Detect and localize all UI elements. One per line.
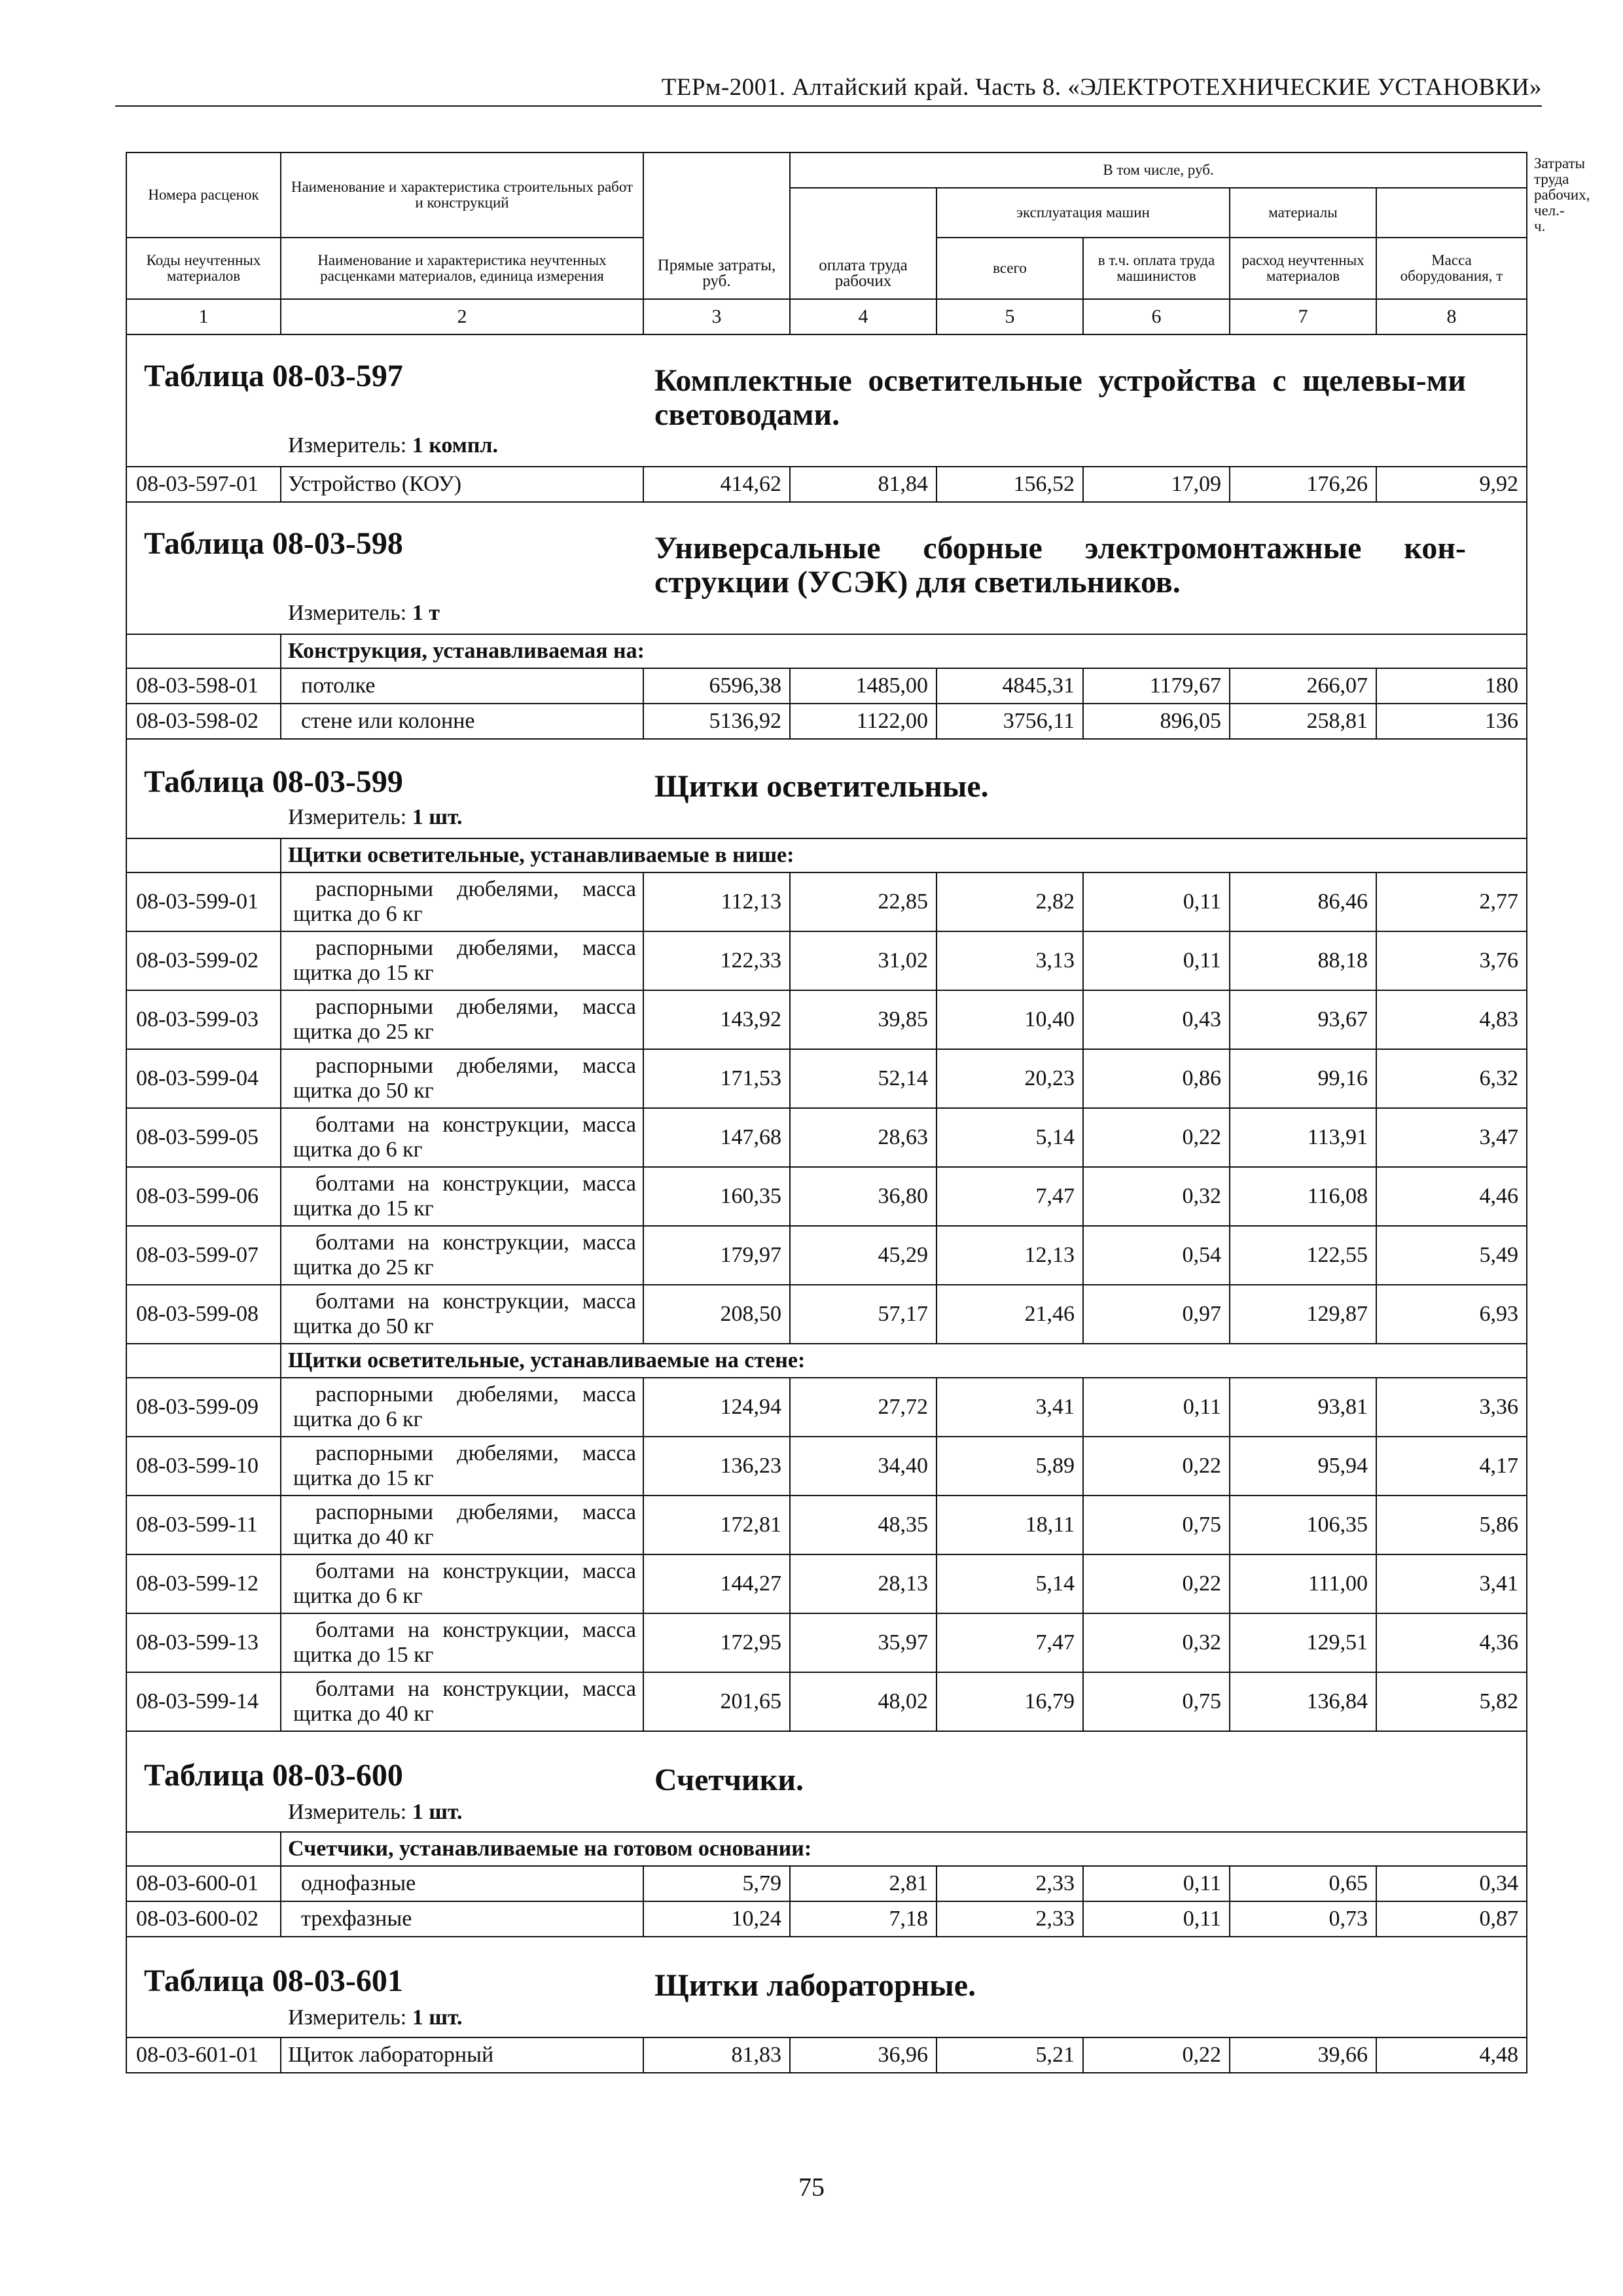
- value-labor: 2,81: [790, 1866, 936, 1901]
- column-numbers-row: [126, 299, 1527, 334]
- value-machinists: 0,54: [1083, 1226, 1230, 1285]
- row-code: 08-03-599-07: [126, 1226, 281, 1285]
- value-machinists: 0,22: [1083, 1437, 1230, 1496]
- value-machines: 20,23: [936, 1049, 1083, 1108]
- value-materials: 122,55: [1230, 1226, 1376, 1285]
- value-materials: 111,00: [1230, 1554, 1376, 1613]
- value-machinists: 0,75: [1083, 1496, 1230, 1554]
- row-name: [281, 1672, 643, 1731]
- value-direct: 144,27: [643, 1554, 790, 1613]
- value-machinists: 0,22: [1083, 2037, 1230, 2073]
- value-labor: 28,63: [790, 1108, 936, 1167]
- value-materials: 266,07: [1230, 668, 1376, 704]
- row-code: 08-03-599-09: [126, 1378, 281, 1437]
- subsection-row: [126, 838, 1527, 872]
- row-name-line1: болтами на конструкции, масса: [315, 1113, 636, 1137]
- value-machinists: 0,11: [1083, 931, 1230, 990]
- value-materials: 136,84: [1230, 1672, 1376, 1731]
- value-mass: 9,92: [1376, 467, 1527, 502]
- table-title-row: [126, 334, 1527, 467]
- value-direct: 6596,38: [643, 668, 790, 704]
- value-materials: 0,73: [1230, 1901, 1376, 1937]
- value-direct: 10,24: [643, 1901, 790, 1937]
- row-name: трехфазные: [281, 1901, 643, 1937]
- row-name-line1: распорными дюбелями, масса: [315, 995, 636, 1019]
- value-direct: 147,68: [643, 1108, 790, 1167]
- value-labor: 1122,00: [790, 704, 936, 739]
- table-row: [126, 872, 1527, 931]
- measure-label: Измеритель:: [288, 1800, 407, 1824]
- table-row: [126, 1437, 1527, 1496]
- value-machines: 4845,31: [936, 668, 1083, 704]
- value-machines: 7,47: [936, 1613, 1083, 1672]
- value-machines: 5,21: [936, 2037, 1083, 2073]
- row-code: 08-03-599-01: [126, 872, 281, 931]
- value-mass: 5,86: [1376, 1496, 1527, 1554]
- value-machinists: 0,43: [1083, 990, 1230, 1049]
- measure-unit: [288, 805, 463, 830]
- table-row: [126, 1672, 1527, 1731]
- col-total: всего: [936, 238, 1083, 299]
- value-materials: 39,66: [1230, 2037, 1376, 2073]
- value-direct: 5,79: [643, 1866, 790, 1901]
- value-machines: 2,33: [936, 1866, 1083, 1901]
- table-row: [126, 1613, 1527, 1672]
- page-number: 75: [798, 2172, 825, 2202]
- value-labor: 27,72: [790, 1378, 936, 1437]
- table-row: [126, 1496, 1527, 1554]
- row-name-line1: распорными дюбелями, масса: [315, 1054, 636, 1078]
- value-labor: 35,97: [790, 1613, 936, 1672]
- value-machinists: 0,86: [1083, 1049, 1230, 1108]
- row-name-line1: распорными дюбелями, масса: [315, 1441, 636, 1465]
- value-machines: 5,14: [936, 1554, 1083, 1613]
- col-name-bottom: Наименование и характеристика неучтенных расценками материалов, единица измерения: [281, 238, 643, 299]
- row-name: [281, 872, 643, 931]
- row-name-line2: щитка до 25 кг: [293, 1255, 434, 1280]
- value-machines: 7,47: [936, 1167, 1083, 1226]
- value-materials: 93,67: [1230, 990, 1376, 1049]
- row-name-line2: щитка до 6 кг: [293, 902, 423, 926]
- row-code: 08-03-599-08: [126, 1285, 281, 1344]
- value-machines: 3,13: [936, 931, 1083, 990]
- value-materials: 258,81: [1230, 704, 1376, 739]
- table-title-row: [126, 1731, 1527, 1832]
- row-name-line1: болтами на конструкции, масса: [315, 1677, 636, 1701]
- value-machines: 3,41: [936, 1378, 1083, 1437]
- row-name-line2: щитка до 6 кг: [293, 1138, 423, 1162]
- value-direct: 171,53: [643, 1049, 790, 1108]
- col-number: 1: [126, 299, 281, 334]
- row-name: Устройство (КОУ): [281, 467, 643, 502]
- value-direct: 143,92: [643, 990, 790, 1049]
- row-name: стене или колонне: [281, 704, 643, 739]
- col-materials: материалы: [1230, 188, 1376, 238]
- value-labor: 52,14: [790, 1049, 936, 1108]
- measure-value: 1 компл.: [412, 433, 499, 457]
- value-labor: 39,85: [790, 990, 936, 1049]
- running-header: ТЕРм-2001. Алтайский край. Часть 8. «ЭЛЕКТРОТЕХНИЧЕСКИЕ УСТАНОВКИ»: [115, 73, 1542, 107]
- table-row: [126, 990, 1527, 1049]
- value-mass: 4,83: [1376, 990, 1527, 1049]
- row-code: 08-03-598-02: [126, 704, 281, 739]
- table-label: Таблица 08-03-597: [144, 359, 403, 393]
- measure-label: Измеритель:: [288, 601, 407, 625]
- row-name: [281, 1226, 643, 1285]
- value-machinists: 17,09: [1083, 467, 1230, 502]
- subsection-title: Счетчики, устанавливаемые на готовом основании:: [281, 1832, 1527, 1866]
- value-labor: 7,18: [790, 1901, 936, 1937]
- table-title: Универсальные сборные электромонтажные кон-струкции (УСЭК) для светильников.: [654, 531, 1466, 600]
- row-name-line1: распорными дюбелями, масса: [315, 877, 636, 901]
- price-table-wrapper: [126, 152, 1590, 2073]
- row-name-line2: щитка до 50 кг: [293, 1079, 434, 1103]
- row-name-line2: щитка до 6 кг: [293, 1584, 423, 1608]
- value-machines: 2,33: [936, 1901, 1083, 1937]
- table-row: [126, 1378, 1527, 1437]
- value-direct: 136,23: [643, 1437, 790, 1496]
- value-machinists: 0,11: [1083, 872, 1230, 931]
- value-materials: 88,18: [1230, 931, 1376, 990]
- value-mass: 136: [1376, 704, 1527, 739]
- row-name: [281, 990, 643, 1049]
- col-incl: В том числе, руб.: [790, 152, 1527, 188]
- value-mass: 180: [1376, 668, 1527, 704]
- value-materials: 95,94: [1230, 1437, 1376, 1496]
- value-mass: 4,46: [1376, 1167, 1527, 1226]
- measure-unit: [288, 601, 440, 626]
- value-mass: 2,77: [1376, 872, 1527, 931]
- table-title-row: [126, 502, 1527, 634]
- table-row: [126, 1285, 1527, 1344]
- value-mass: 6,93: [1376, 1285, 1527, 1344]
- value-mass: 3,36: [1376, 1378, 1527, 1437]
- value-mass: 4,17: [1376, 1437, 1527, 1496]
- row-code: 08-03-599-14: [126, 1672, 281, 1731]
- col-number: 3: [643, 299, 790, 334]
- row-code: 08-03-600-01: [126, 1866, 281, 1901]
- row-name: [281, 1613, 643, 1672]
- table-row: [126, 668, 1527, 704]
- col-mass: Масса оборудования, т: [1376, 238, 1527, 299]
- col-machines: эксплуатация машин: [936, 188, 1230, 238]
- table-title: Счетчики.: [654, 1763, 804, 1797]
- row-code: 08-03-599-06: [126, 1167, 281, 1226]
- table-row: [126, 704, 1527, 739]
- row-code: 08-03-599-03: [126, 990, 281, 1049]
- row-name: однофазные: [281, 1866, 643, 1901]
- value-labor: 36,96: [790, 2037, 936, 2073]
- row-name-line2: щитка до 6 кг: [293, 1407, 423, 1431]
- value-machinists: 1179,67: [1083, 668, 1230, 704]
- row-name-line1: болтами на конструкции, масса: [315, 1230, 636, 1255]
- row-name-line1: болтами на конструкции, масса: [315, 1172, 636, 1196]
- value-direct: 122,33: [643, 931, 790, 990]
- row-name-line2: щитка до 15 кг: [293, 961, 434, 985]
- subsection-row: [126, 1344, 1527, 1378]
- value-direct: 179,97: [643, 1226, 790, 1285]
- row-name: [281, 1285, 643, 1344]
- row-code: 08-03-600-02: [126, 1901, 281, 1937]
- row-name-line2: щитка до 40 кг: [293, 1525, 434, 1549]
- subsection-row: [126, 1832, 1527, 1866]
- value-labor: 57,17: [790, 1285, 936, 1344]
- value-labor: 1485,00: [790, 668, 936, 704]
- col-number: 7: [1230, 299, 1376, 334]
- value-labor: 81,84: [790, 467, 936, 502]
- row-code: 08-03-599-11: [126, 1496, 281, 1554]
- measure-value: 1 т: [412, 601, 440, 625]
- col-codes-bottom: Коды неучтенных материалов: [126, 238, 281, 299]
- value-machinists: 0,22: [1083, 1108, 1230, 1167]
- col-number: 2: [281, 299, 643, 334]
- value-materials: 113,91: [1230, 1108, 1376, 1167]
- value-machines: 156,52: [936, 467, 1083, 502]
- value-machines: 10,40: [936, 990, 1083, 1049]
- row-code: 08-03-601-01: [126, 2037, 281, 2073]
- table-title: Комплектные осветительные устройства с щелевы-ми световодами.: [654, 363, 1466, 432]
- table-title: Щитки лабораторные.: [654, 1968, 976, 2003]
- value-materials: 86,46: [1230, 872, 1376, 931]
- value-labor: 48,02: [790, 1672, 936, 1731]
- table-row: [126, 1901, 1527, 1937]
- row-name: [281, 1108, 643, 1167]
- measure-label: Измеритель:: [288, 433, 407, 457]
- table-row: [126, 1226, 1527, 1285]
- value-direct: 112,13: [643, 872, 790, 931]
- value-labor: 48,35: [790, 1496, 936, 1554]
- row-code: 08-03-599-05: [126, 1108, 281, 1167]
- col-number: 4: [790, 299, 936, 334]
- subsection-title: Щитки осветительные, устанавливаемые в нише:: [281, 838, 1527, 872]
- value-mass: 4,48: [1376, 2037, 1527, 2073]
- col-unaccounted: расход неучтенных материалов: [1230, 238, 1376, 299]
- value-direct: 160,35: [643, 1167, 790, 1226]
- row-code: 08-03-599-13: [126, 1613, 281, 1672]
- subsection-row: [126, 634, 1527, 668]
- table-title-row: [126, 1937, 1527, 2037]
- value-machinists: 0,97: [1083, 1285, 1230, 1344]
- value-machinists: 0,75: [1083, 1672, 1230, 1731]
- measure-unit: [288, 1800, 463, 1825]
- wall-rows: [126, 1378, 1527, 1731]
- value-direct: 208,50: [643, 1285, 790, 1344]
- value-labor: 22,85: [790, 872, 936, 931]
- row-code: 08-03-599-02: [126, 931, 281, 990]
- table-title-row: [126, 739, 1527, 838]
- table-row: [126, 1866, 1527, 1901]
- row-name: [281, 1378, 643, 1437]
- measure-label: Измеритель:: [288, 2005, 407, 2030]
- table-label: Таблица 08-03-601: [144, 1964, 403, 1998]
- value-machinists: 0,32: [1083, 1613, 1230, 1672]
- value-mass: 3,41: [1376, 1554, 1527, 1613]
- measure-value: 1 шт.: [412, 1800, 463, 1824]
- value-mass: 3,76: [1376, 931, 1527, 990]
- value-direct: 414,62: [643, 467, 790, 502]
- row-name-line1: болтами на конструкции, масса: [315, 1289, 636, 1314]
- value-direct: 124,94: [643, 1378, 790, 1437]
- row-name-line1: распорными дюбелями, масса: [315, 1382, 636, 1407]
- row-name-line2: щитка до 40 кг: [293, 1702, 434, 1726]
- price-table: [126, 152, 1590, 2073]
- row-name: [281, 1554, 643, 1613]
- value-machines: 21,46: [936, 1285, 1083, 1344]
- value-machinists: 0,22: [1083, 1554, 1230, 1613]
- row-name: [281, 931, 643, 990]
- value-mass: 5,82: [1376, 1672, 1527, 1731]
- col-number: 6: [1083, 299, 1230, 334]
- value-labor: 45,29: [790, 1226, 936, 1285]
- row-code: 08-03-599-12: [126, 1554, 281, 1613]
- value-mass: 3,47: [1376, 1108, 1527, 1167]
- subsection-title: Конструкция, устанавливаемая на:: [281, 634, 1527, 668]
- row-name: Щиток лабораторный: [281, 2037, 643, 2073]
- col-number: 8: [1376, 299, 1527, 334]
- col-number: 5: [936, 299, 1083, 334]
- row-name-line2: щитка до 50 кг: [293, 1314, 434, 1338]
- value-machines: 2,82: [936, 872, 1083, 931]
- value-mass: 0,34: [1376, 1866, 1527, 1901]
- value-machines: 3756,11: [936, 704, 1083, 739]
- value-materials: 129,51: [1230, 1613, 1376, 1672]
- value-mass: 6,32: [1376, 1049, 1527, 1108]
- table-row: [126, 1049, 1527, 1108]
- value-labor: 36,80: [790, 1167, 936, 1226]
- col-codes-top: Номера расценок: [126, 152, 281, 238]
- row-name-line1: болтами на конструкции, масса: [315, 1618, 636, 1642]
- value-mass: 4,36: [1376, 1613, 1527, 1672]
- value-mass: 5,49: [1376, 1226, 1527, 1285]
- value-labor: 28,13: [790, 1554, 936, 1613]
- value-machinists: 0,11: [1083, 1866, 1230, 1901]
- row-name-line2: щитка до 15 кг: [293, 1466, 434, 1490]
- value-machinists: 0,11: [1083, 1901, 1230, 1937]
- table-row: [126, 1554, 1527, 1613]
- row-code: 08-03-599-10: [126, 1437, 281, 1496]
- value-mass: 0,87: [1376, 1901, 1527, 1937]
- niche-rows: [126, 872, 1527, 1344]
- measure-value: 1 шт.: [412, 2005, 463, 2030]
- table-row: [126, 2037, 1527, 2073]
- table-row: [126, 467, 1527, 502]
- table-label: Таблица 08-03-598: [144, 526, 403, 561]
- measure-label: Измеритель:: [288, 805, 407, 829]
- measure-unit: [288, 2005, 463, 2030]
- col-direct: Прямые затраты, руб.: [643, 152, 790, 299]
- value-materials: 106,35: [1230, 1496, 1376, 1554]
- row-name: [281, 1049, 643, 1108]
- value-materials: 116,08: [1230, 1167, 1376, 1226]
- value-direct: 201,65: [643, 1672, 790, 1731]
- table-label: Таблица 08-03-599: [144, 764, 403, 799]
- value-direct: 5136,92: [643, 704, 790, 739]
- table-head: Номера расценок Наименование и характеристика строительных работ и конструкций Прямые затраты, руб. В том числе, руб. Затраты труда рабочих, чел.-ч. оплата труда рабочих эксплуатация машин материалы Коды неучтенных материалов Наименование и характеристика неучтенных расценками материалов, единица измерения всего в т.ч. оплата труда машинистов расход неучтенных материалов Масса оборудования, т 1 2 3 4 5 6 7 8: [126, 152, 1527, 334]
- row-name-line2: щитка до 15 кг: [293, 1196, 434, 1221]
- col-name-top: Наименование и характеристика строительных работ и конструкций: [281, 152, 643, 238]
- value-machinists: 0,11: [1083, 1378, 1230, 1437]
- table-row: [126, 1167, 1527, 1226]
- table-row: [126, 1108, 1527, 1167]
- value-labor: 31,02: [790, 931, 936, 990]
- col-machinists: в т.ч. оплата труда машинистов: [1083, 238, 1230, 299]
- value-direct: 172,81: [643, 1496, 790, 1554]
- value-materials: 0,65: [1230, 1866, 1376, 1901]
- row-name-line1: распорными дюбелями, масса: [315, 936, 636, 960]
- row-name-line2: щитка до 15 кг: [293, 1643, 434, 1667]
- value-direct: 81,83: [643, 2037, 790, 2073]
- value-machines: 18,11: [936, 1496, 1083, 1554]
- value-labor: 34,40: [790, 1437, 936, 1496]
- table-title: Щитки осветительные.: [654, 769, 989, 804]
- table-row: [126, 931, 1527, 990]
- row-code: 08-03-599-04: [126, 1049, 281, 1108]
- value-machinists: 896,05: [1083, 704, 1230, 739]
- value-materials: 129,87: [1230, 1285, 1376, 1344]
- row-name: [281, 1167, 643, 1226]
- value-materials: 99,16: [1230, 1049, 1376, 1108]
- measure-unit: [288, 433, 498, 458]
- row-name: потолке: [281, 668, 643, 704]
- measure-value: 1 шт.: [412, 805, 463, 829]
- row-code: 08-03-598-01: [126, 668, 281, 704]
- value-materials: 93,81: [1230, 1378, 1376, 1437]
- row-name-line2: щитка до 25 кг: [293, 1020, 434, 1044]
- row-name: [281, 1496, 643, 1554]
- value-direct: 172,95: [643, 1613, 790, 1672]
- value-machines: 16,79: [936, 1672, 1083, 1731]
- value-machines: 12,13: [936, 1226, 1083, 1285]
- value-machines: 5,14: [936, 1108, 1083, 1167]
- col-labor: оплата труда рабочих: [790, 188, 936, 299]
- value-machines: 5,89: [936, 1437, 1083, 1496]
- table-label: Таблица 08-03-600: [144, 1758, 403, 1793]
- value-materials: 176,26: [1230, 467, 1376, 502]
- row-name: [281, 1437, 643, 1496]
- row-name-line1: распорными дюбелями, масса: [315, 1500, 636, 1524]
- subsection-title: Щитки осветительные, устанавливаемые на стене:: [281, 1344, 1527, 1378]
- row-code: 08-03-597-01: [126, 467, 281, 502]
- value-machinists: 0,32: [1083, 1167, 1230, 1226]
- row-name-line1: болтами на конструкции, масса: [315, 1559, 636, 1583]
